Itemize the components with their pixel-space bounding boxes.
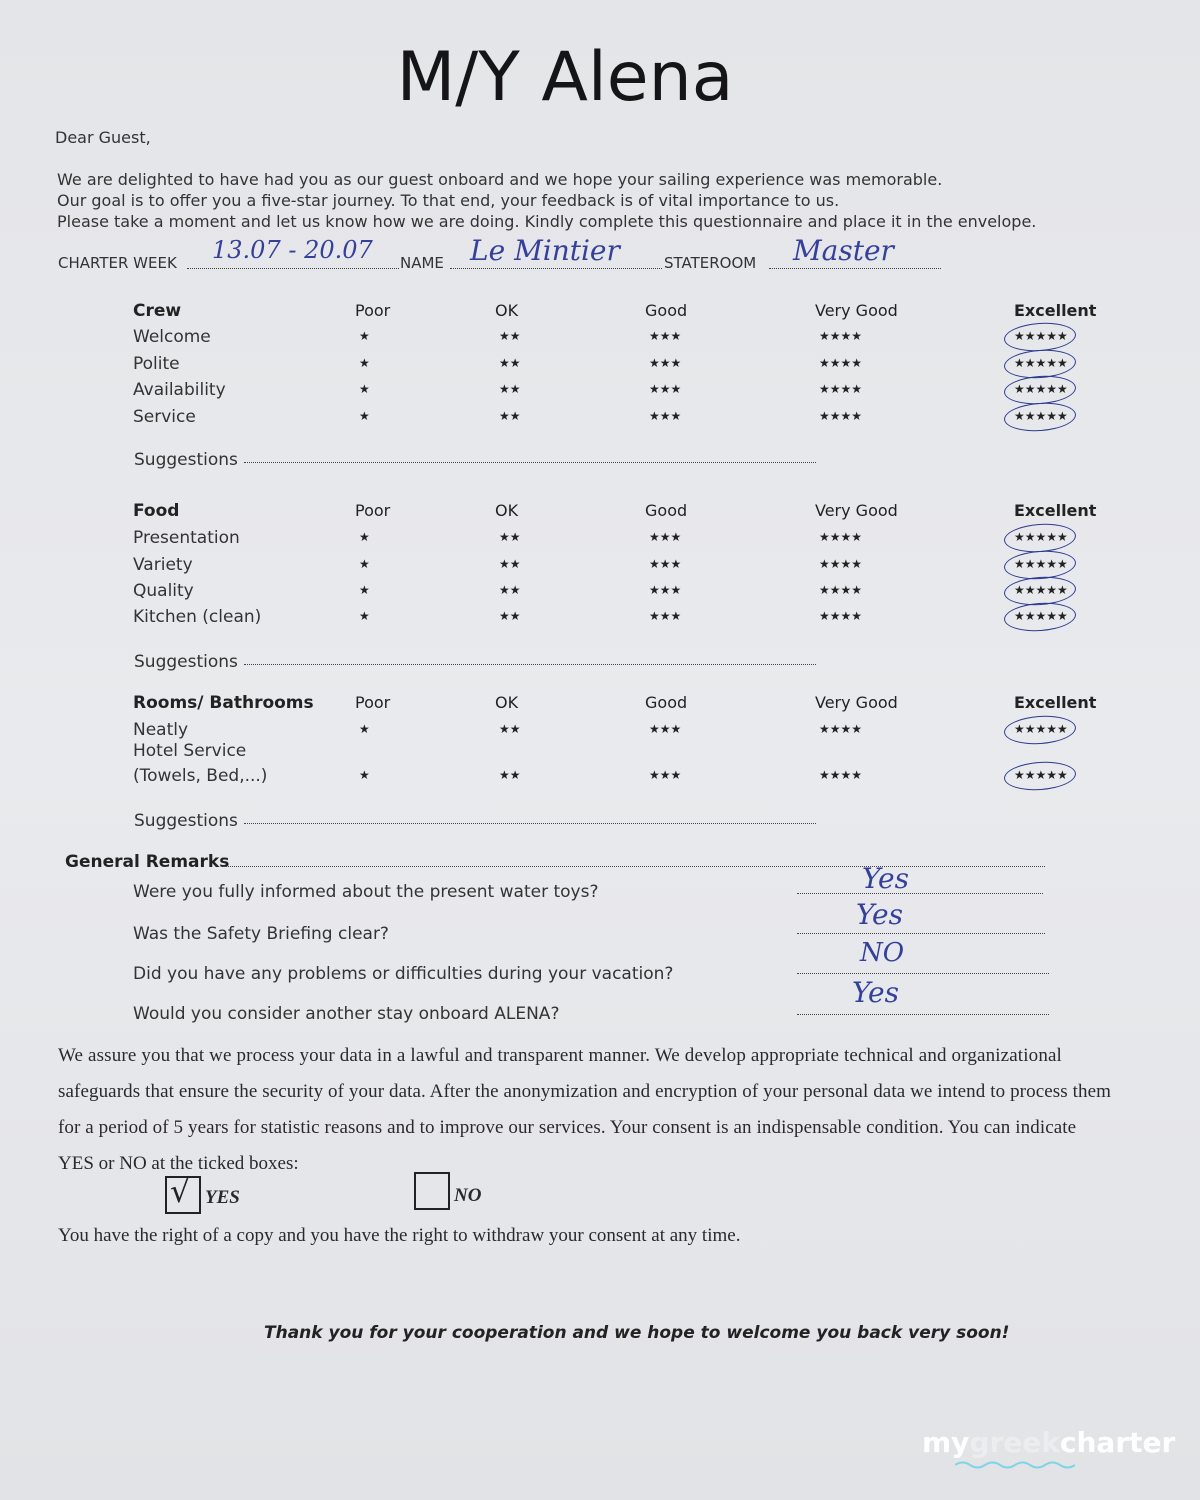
name-value[interactable]: Le Mintier [470,234,620,267]
star-option[interactable]: ★★★★ [819,329,863,343]
star-option[interactable]: ★ [359,583,370,597]
rating-column-label: Poor [355,501,391,520]
star-option[interactable]: ★ [359,722,370,736]
selected-rating-circle [1003,321,1077,354]
rating-column-label: Good [645,693,688,712]
rating-item-label: Welcome [133,327,211,347]
selected-rating-circle [1003,760,1077,793]
suggestions-label: Suggestions [134,811,238,831]
answer-line-2 [797,933,1045,934]
star-option[interactable]: ★★ [499,329,521,343]
rating-column-label: Good [645,501,688,520]
suggestions-line[interactable] [244,823,816,824]
star-option[interactable]: ★★★★ [819,530,863,544]
watermark-logo [922,1426,1175,1459]
section-heading: Crew [133,301,182,321]
star-option[interactable]: ★★★★★ [1014,609,1068,623]
star-option[interactable]: ★★★★ [819,583,863,597]
rating-column-label: Poor [355,301,391,320]
intro-line-1: We are delighted to have had you as our guest onboard and we hope your sailing experience was memorable. [57,170,943,189]
charter-week-line [187,268,399,269]
rating-column-label: OK [495,501,519,520]
privacy-line-3: for a period of 5 years for statistic reasons and to improve our services. Your consent is an indispensable condition. You can indicate [58,1117,1077,1138]
star-option[interactable]: ★★★★★ [1014,557,1068,571]
star-option[interactable]: ★★ [499,583,521,597]
charter-week-value[interactable]: 13.07 - 20.07 [212,236,373,264]
answer-4[interactable]: Yes [852,976,899,1009]
section-heading: Food [133,501,180,521]
star-option[interactable]: ★★★ [649,557,682,571]
star-option[interactable]: ★★★ [649,356,682,370]
rating-item-label: Quality [133,581,194,601]
star-option[interactable]: ★ [359,356,370,370]
rating-item-label: Service [133,407,196,427]
suggestions-label: Suggestions [134,652,238,672]
answer-1[interactable]: Yes [862,862,909,895]
star-option[interactable]: ★★ [499,557,521,571]
star-option[interactable]: ★ [359,382,370,396]
privacy-line-2: safeguards that ensure the security of your data. After the anonymization and encryption of your personal data we intend to process them [58,1081,1111,1102]
rating-item-label: Kitchen (clean) [133,607,262,627]
star-option[interactable]: ★★★★ [819,722,863,736]
star-option[interactable]: ★★ [499,530,521,544]
star-option[interactable]: ★ [359,409,370,423]
watermark-part-2: greek [969,1426,1060,1459]
watermark-part-1: my [922,1426,970,1459]
star-option[interactable]: ★★★ [649,409,682,423]
intro-line-3: Please take a moment and let us know how we are doing. Kindly complete this questionnaire and place it in the envelope. [57,212,1037,231]
name-label: NAME [400,254,444,272]
rating-column-label: Excellent [1014,693,1097,712]
rating-item-label: Presentation [133,528,240,548]
star-option[interactable]: ★★★ [649,329,682,343]
star-option[interactable]: ★★★★★ [1014,356,1068,370]
star-option[interactable]: ★★ [499,768,521,782]
rating-item-label: Availability [133,380,226,400]
answer-line-4 [797,1014,1049,1015]
watermark-part-3: charter [1059,1426,1176,1459]
star-option[interactable]: ★★★★★ [1014,768,1068,782]
star-option[interactable]: ★★★★★ [1014,329,1068,343]
greeting: Dear Guest, [55,128,151,147]
section-heading: Rooms/ Bathrooms [133,693,314,713]
suggestions-line[interactable] [244,462,816,463]
selected-rating-circle [1003,374,1077,407]
selected-rating-circle [1003,522,1077,555]
star-option[interactable]: ★★ [499,609,521,623]
checkmark-icon: √ [170,1172,191,1210]
star-option[interactable]: ★★★ [649,583,682,597]
selected-rating-circle [1003,401,1077,434]
star-option[interactable]: ★★★ [649,530,682,544]
consent-no-checkbox[interactable] [414,1172,450,1210]
stateroom-value[interactable]: Master [793,234,894,267]
star-option[interactable]: ★★ [499,356,521,370]
star-option[interactable]: ★ [359,768,370,782]
star-option[interactable]: ★★★★★ [1014,530,1068,544]
general-remarks-label: General Remarks [65,852,230,872]
answer-3[interactable]: NO [860,938,905,968]
answer-line-3 [797,973,1049,974]
suggestions-label: Suggestions [134,450,238,470]
consent-no-label: NO [454,1185,482,1206]
star-option[interactable]: ★ [359,530,370,544]
suggestions-line[interactable] [244,664,816,665]
star-option[interactable]: ★★★ [649,609,682,623]
question-1: Were you fully informed about the present water toys? [133,882,599,902]
rating-column-label: Good [645,301,688,320]
star-option[interactable]: ★★★★★ [1014,409,1068,423]
thank-you-note: Thank you for your cooperation and we hope to welcome you back very soon! [264,1323,1010,1343]
rating-item-label: Variety [133,555,193,575]
name-line [450,268,662,269]
star-option[interactable]: ★★ [499,409,521,423]
star-option[interactable]: ★★ [499,722,521,736]
rating-item-label: Neatly [133,720,189,740]
star-option[interactable]: ★★ [499,382,521,396]
star-option[interactable]: ★ [359,557,370,571]
general-remarks-line[interactable] [223,866,1045,867]
star-option[interactable]: ★★★★ [819,609,863,623]
star-option[interactable]: ★★★★ [819,409,863,423]
star-option[interactable]: ★★★★ [819,382,863,396]
star-option[interactable]: ★★★★ [819,356,863,370]
rating-column-label: Excellent [1014,301,1097,320]
star-option[interactable]: ★★★ [649,768,682,782]
stateroom-label: STATEROOM [664,254,757,272]
rating-item-label: (Towels, Bed,...) [133,766,268,786]
answer-2[interactable]: Yes [856,898,903,931]
stateroom-line [769,268,941,269]
rating-column-label: Very Good [815,693,898,712]
star-option[interactable]: ★★★ [649,382,682,396]
question-2: Was the Safety Briefing clear? [133,924,389,944]
privacy-line-1: We assure you that we process your data in a lawful and transparent manner. We develop appropriate technical and organizational [58,1045,1062,1066]
rating-column-label: Poor [355,693,391,712]
star-option[interactable]: ★★★★★ [1014,583,1068,597]
rating-column-label: Very Good [815,501,898,520]
star-option[interactable]: ★★★★ [819,557,863,571]
rating-column-label: OK [495,301,519,320]
star-option[interactable]: ★★★★ [819,768,863,782]
page-title: M/Y Alena [396,38,734,117]
selected-rating-circle [1003,714,1077,747]
selected-rating-circle [1003,601,1077,634]
rating-column-label: Very Good [815,301,898,320]
star-option[interactable]: ★ [359,609,370,623]
rating-column-label: Excellent [1014,501,1097,520]
privacy-line-4: YES or NO at the ticked boxes: [58,1153,299,1174]
charter-week-label: CHARTER WEEK [58,254,177,272]
rating-item-label: Hotel Service [133,741,247,761]
intro-line-2: Our goal is to offer you a five-star journey. To that end, your feedback is of vital importance to us. [57,191,840,210]
rating-item-label: Polite [133,354,180,374]
star-option[interactable]: ★ [359,329,370,343]
star-option[interactable]: ★★★★★ [1014,722,1068,736]
wave-icon [955,1460,1075,1470]
consent-rights-text: You have the right of a copy and you have the right to withdraw your consent at any time. [58,1225,741,1246]
question-3: Did you have any problems or difficulties during your vacation? [133,964,674,984]
star-option[interactable]: ★★★★★ [1014,382,1068,396]
question-4: Would you consider another stay onboard ALENA? [133,1004,560,1024]
answer-line-1 [797,893,1043,894]
consent-yes-checkbox[interactable] [165,1172,201,1214]
consent-yes-label: YES [205,1187,240,1208]
rating-column-label: OK [495,693,519,712]
star-option[interactable]: ★★★ [649,722,682,736]
